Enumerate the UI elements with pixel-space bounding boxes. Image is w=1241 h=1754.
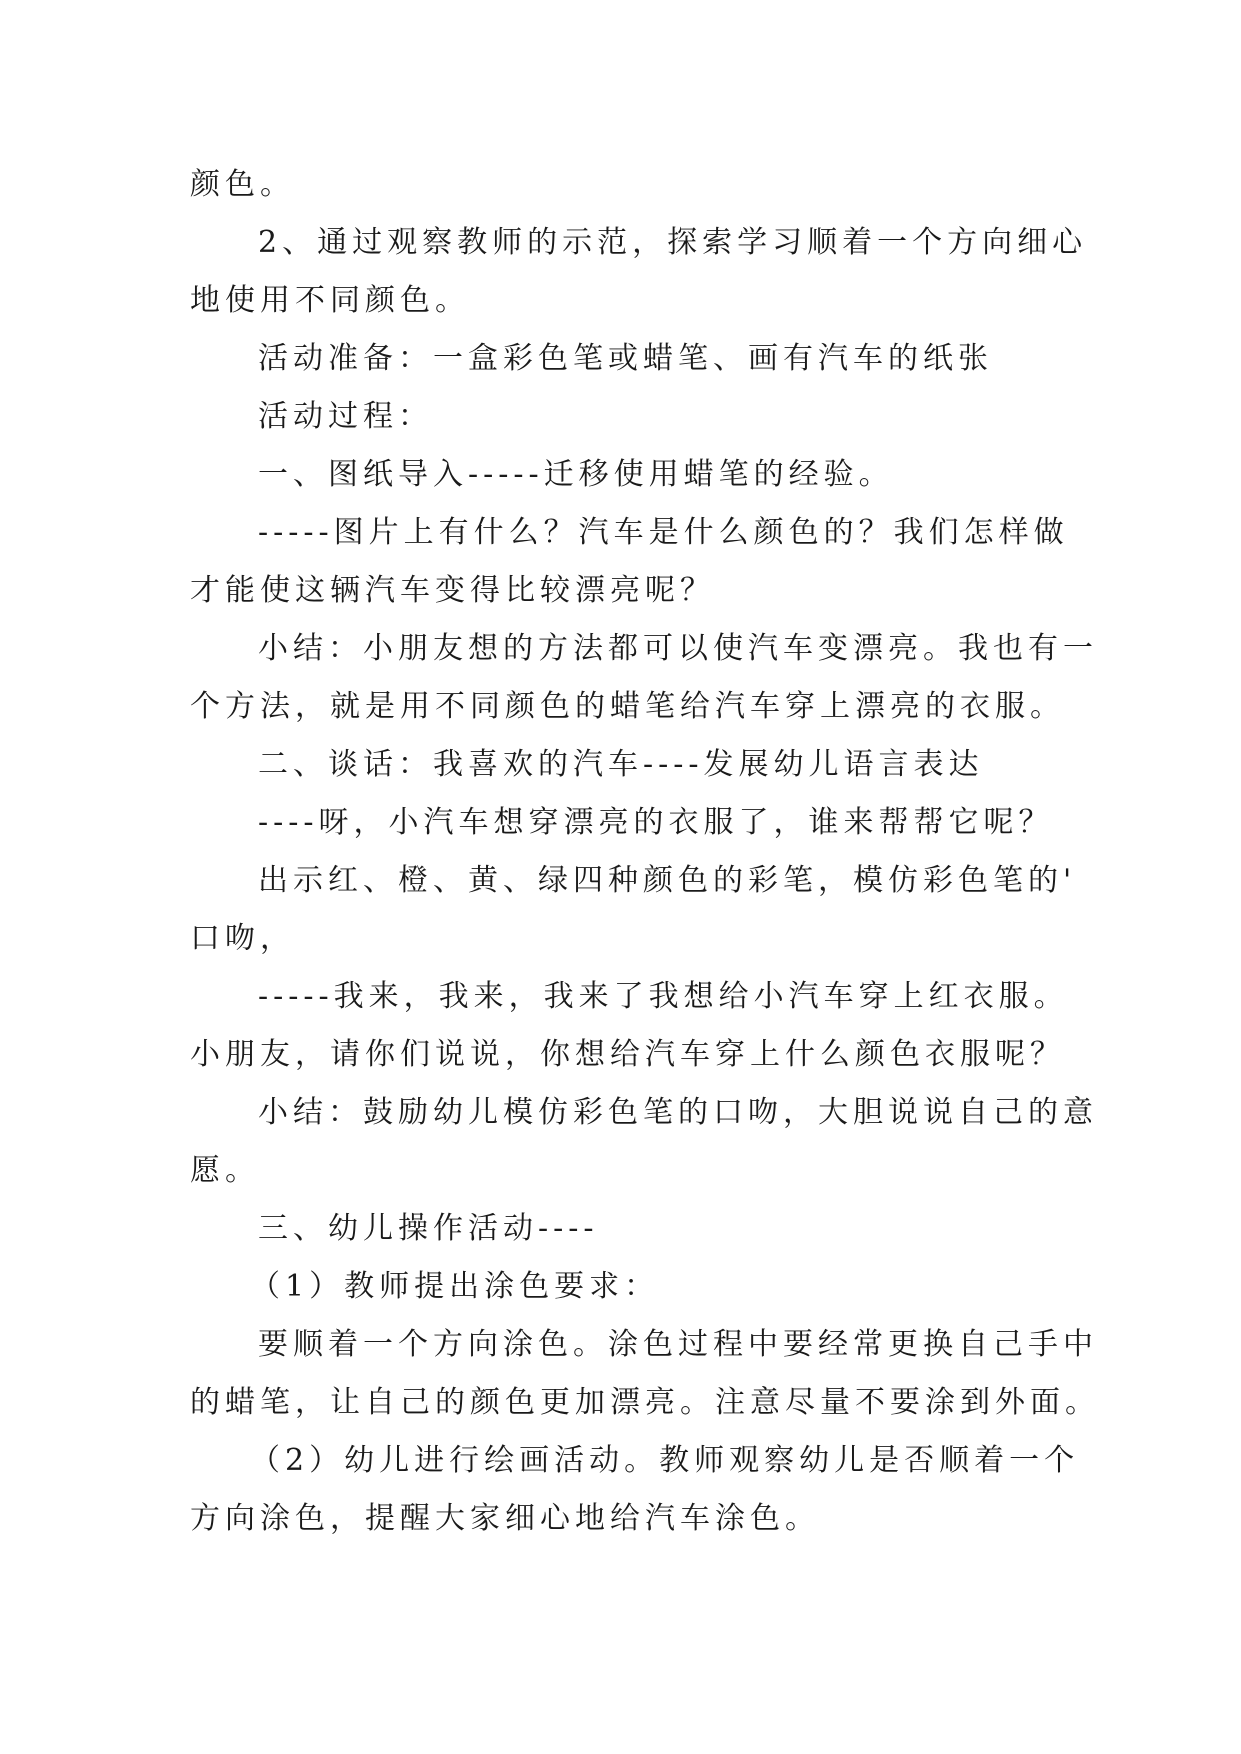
text-line: （1）教师提出涂色要求： bbox=[250, 1269, 660, 1304]
text-line: 地使用不同颜色。 bbox=[190, 283, 470, 318]
text-line: ----呀，小汽车想穿漂亮的衣服了，谁来帮帮它呢？ bbox=[258, 805, 1054, 840]
text-line: 活动过程： bbox=[258, 399, 433, 434]
text-line: 出示红、橙、黄、绿四种颜色的彩笔，模仿彩色笔的' bbox=[258, 863, 1077, 898]
text-line: 才能使这辆汽车变得比较漂亮呢？ bbox=[190, 573, 715, 608]
text-line: -----我来，我来，我来了我想给小汽车穿上红衣服。 bbox=[258, 979, 1069, 1014]
text-line: 的蜡笔，让自己的颜色更加漂亮。注意尽量不要涂到外面。 bbox=[190, 1385, 1100, 1420]
text-line: 2、通过观察教师的示范，探索学习顺着一个方向细心 bbox=[258, 225, 1088, 260]
text-line: 一、图纸导入-----迁移使用蜡笔的经验。 bbox=[258, 457, 894, 492]
text-line: 口吻， bbox=[190, 921, 295, 956]
text-line: -----图片上有什么？汽车是什么颜色的？我们怎样做 bbox=[258, 515, 1069, 550]
text-line: 三、幼儿操作活动---- bbox=[258, 1211, 599, 1246]
text-line: 小结：鼓励幼儿模仿彩色笔的口吻，大胆说说自己的意 bbox=[258, 1095, 1098, 1130]
text-line: （2）幼儿进行绘画活动。教师观察幼儿是否顺着一个 bbox=[250, 1443, 1080, 1478]
text-line: 小朋友，请你们说说，你想给汽车穿上什么颜色衣服呢？ bbox=[190, 1037, 1065, 1072]
text-line: 小结：小朋友想的方法都可以使汽车变漂亮。我也有一 bbox=[258, 631, 1098, 666]
text-line: 二、谈话：我喜欢的汽车----发展幼儿语言表达 bbox=[258, 747, 984, 782]
text-line: 要顺着一个方向涂色。涂色过程中要经常更换自己手中 bbox=[258, 1327, 1098, 1362]
text-line: 个方法，就是用不同颜色的蜡笔给汽车穿上漂亮的衣服。 bbox=[190, 689, 1065, 724]
text-line: 愿。 bbox=[190, 1153, 260, 1188]
text-line: 颜色。 bbox=[190, 167, 295, 202]
text-line: 方向涂色，提醒大家细心地给汽车涂色。 bbox=[190, 1501, 820, 1536]
document-body bbox=[190, 156, 1100, 1548]
text-line: 活动准备：一盒彩色笔或蜡笔、画有汽车的纸张 bbox=[258, 341, 993, 376]
